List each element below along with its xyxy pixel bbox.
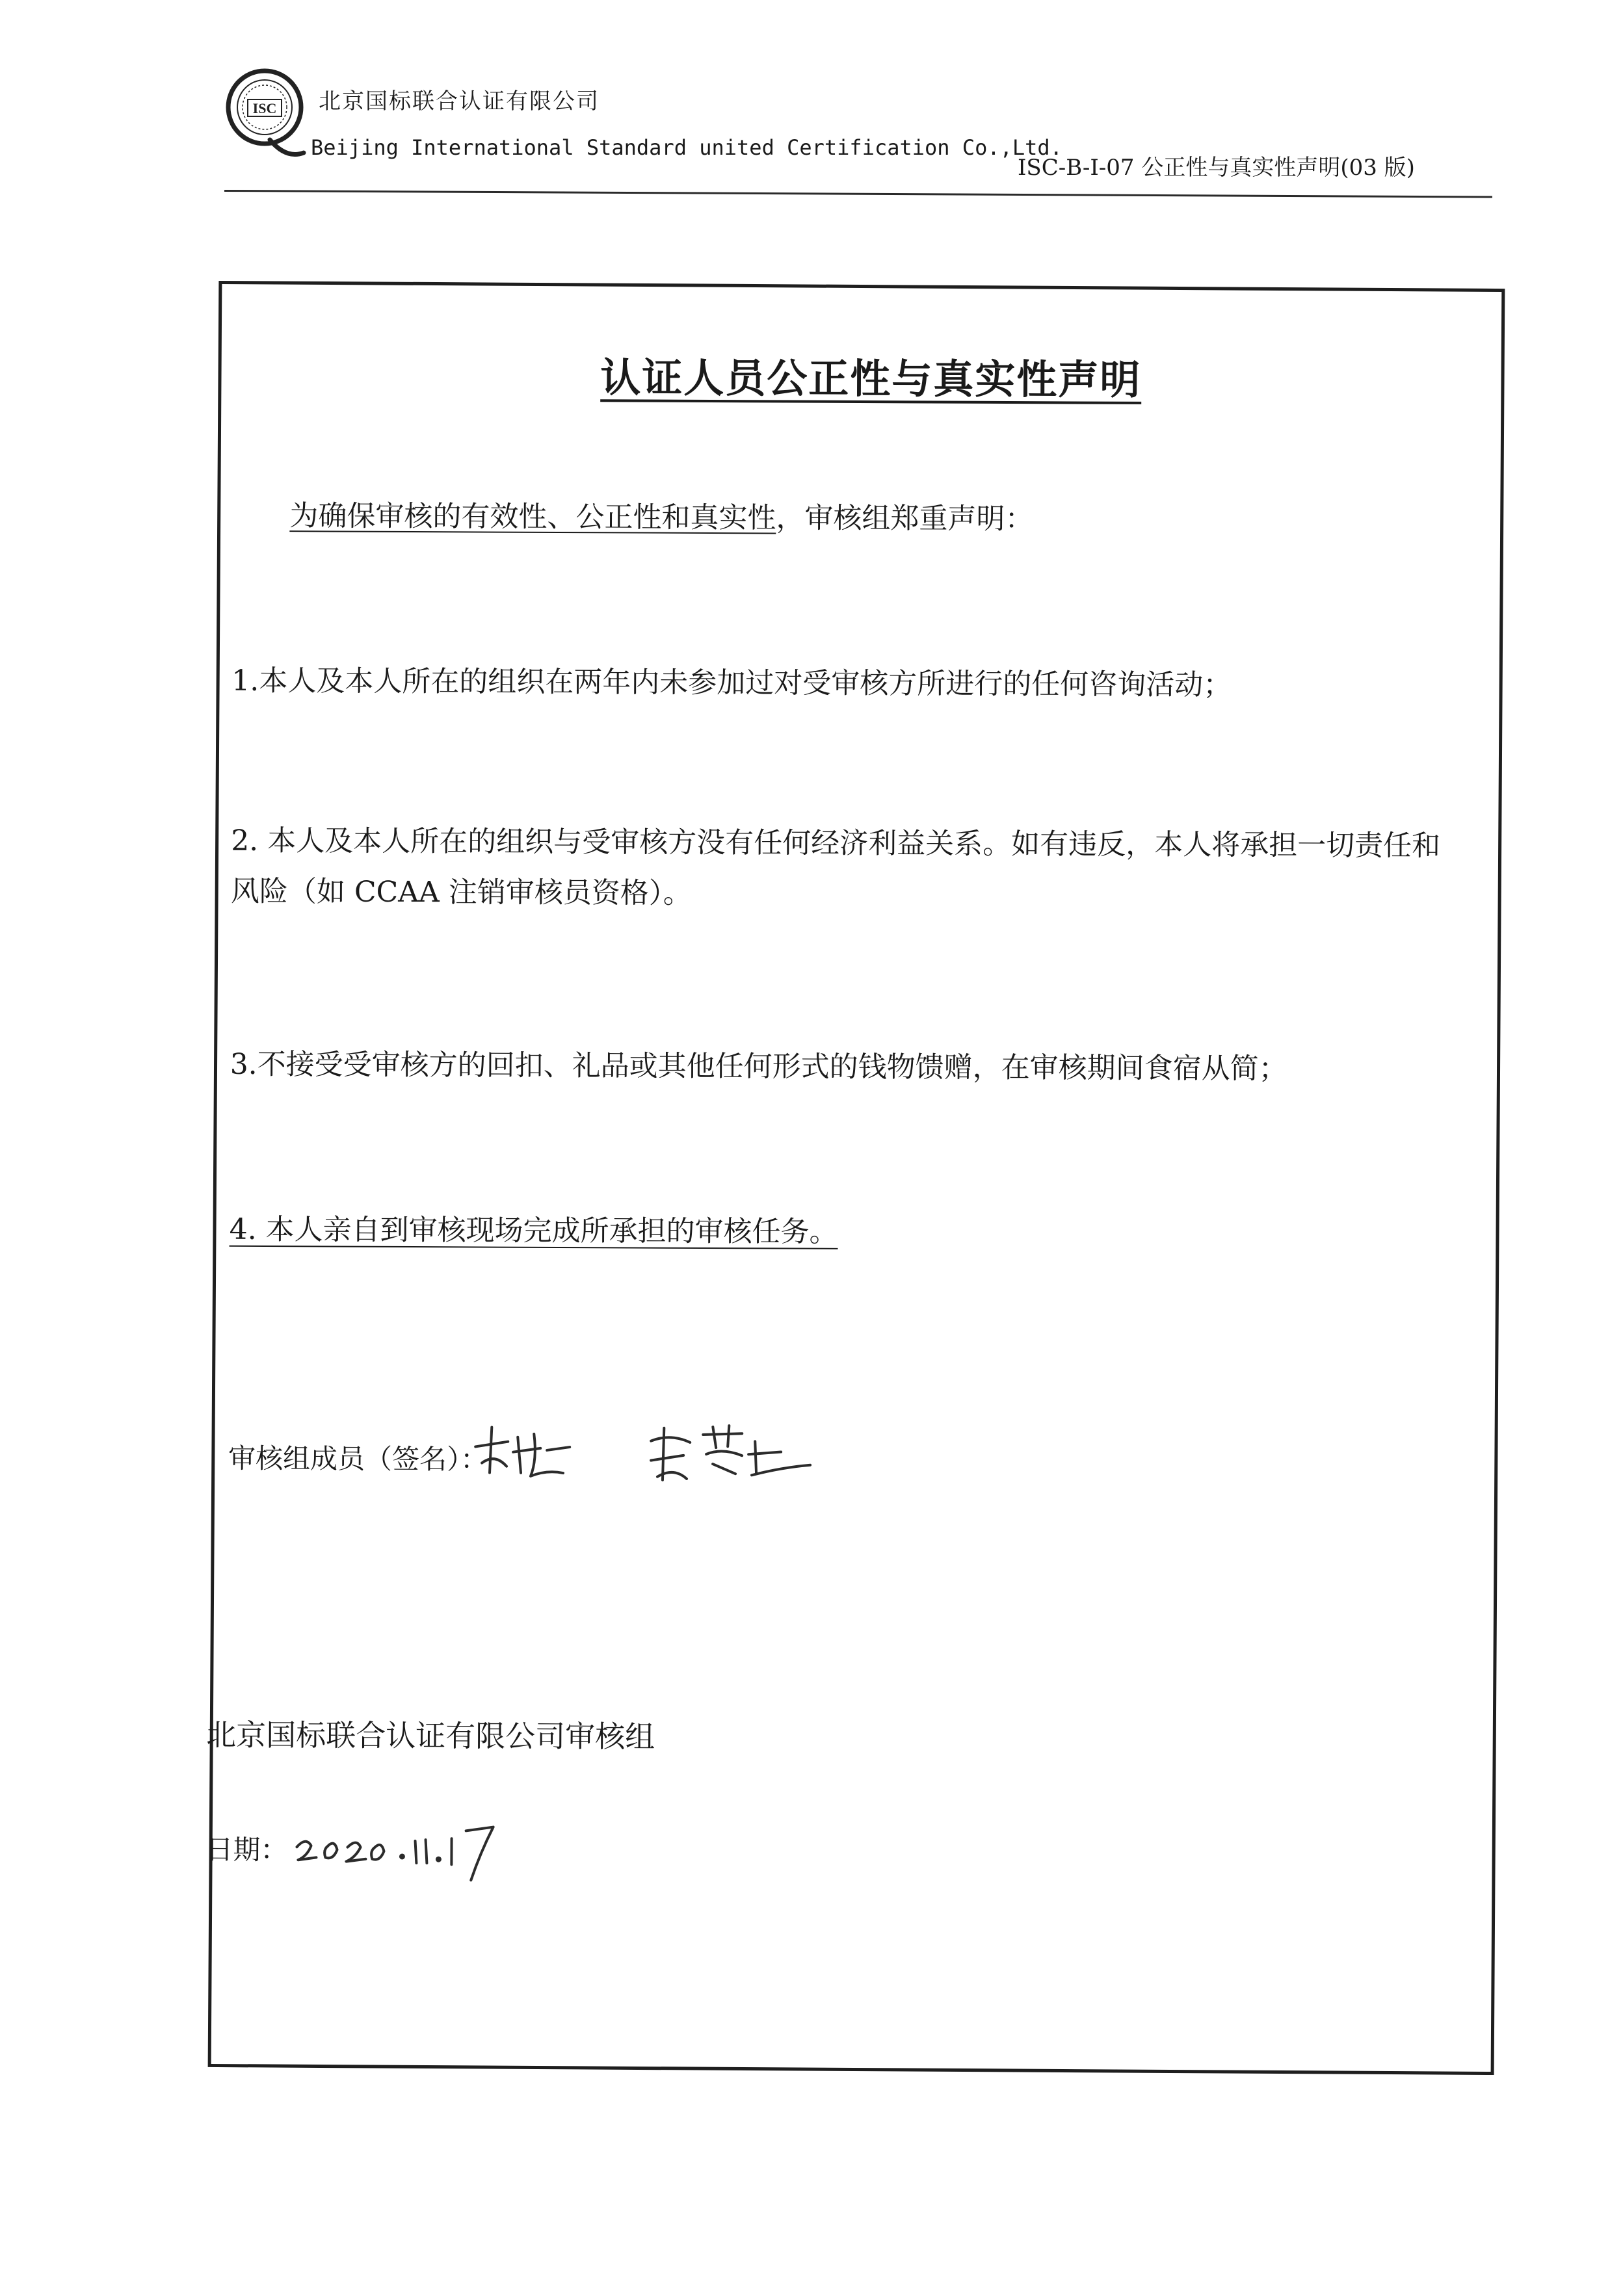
isc-logo xyxy=(224,62,309,166)
declaration-item-4-text: 4. 本人亲自到审核现场完成所承担的审核任务。 xyxy=(229,1212,838,1249)
form-code: ISC-B-I-07 公正性与真实性声明(03 版) xyxy=(1018,155,1415,181)
declaration-item-4 xyxy=(229,1205,1464,1260)
declaration-item-1: 1.本人及本人所在的组织在两年内未参加过对受审核方所进行的任何咨询活动； xyxy=(231,664,1232,702)
company-name-en: Beijing International Standard united Certification Co.,Ltd. xyxy=(311,135,1062,160)
company-name-cn: 北京国标联合认证有限公司 xyxy=(319,88,600,114)
header-divider xyxy=(224,190,1492,198)
declaration-item-3: 3.不接受受审核方的回扣、礼品或其他任何形式的钱物馈赠，在审核期间食宿从简； xyxy=(230,1047,1287,1086)
document-title: 认证人员公正性与真实性声明 xyxy=(600,354,1142,404)
audit-group-name: 北京国标联合认证有限公司审核组 xyxy=(206,1717,655,1755)
declaration-frame xyxy=(205,281,1505,2075)
intro-rest: ，审核组郑重声明： xyxy=(776,501,1034,536)
handwritten-date xyxy=(291,1800,513,1885)
intro-underlined: 为确保审核的有效性、公正性和真实性 xyxy=(289,499,776,535)
svg-text:ISC: ISC xyxy=(252,100,277,116)
declaration-item-2: 2. 本人及本人所在的组织与受审核方没有任何经济利益关系。如有违反，本人将承担一切责任和风险（如 CCAA 注销审核员资格）。 xyxy=(230,824,1441,910)
members-signature-label: 审核组成员（签名）： xyxy=(228,1442,488,1476)
intro-statement xyxy=(289,492,1033,537)
date-label: 日期： xyxy=(205,1833,288,1866)
handwritten-signature xyxy=(456,1401,821,1493)
